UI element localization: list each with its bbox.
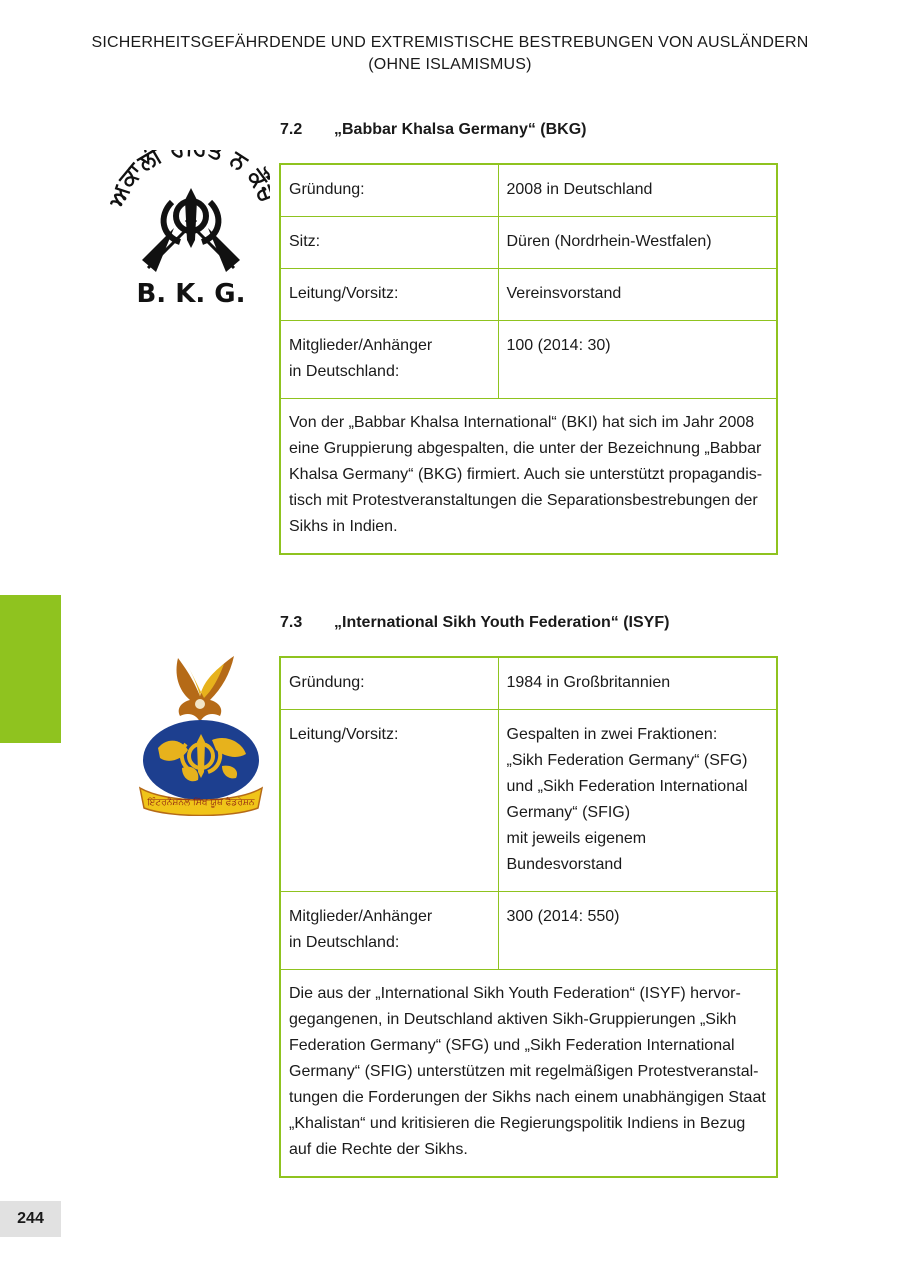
table-label: Gründung: (280, 164, 498, 216)
description-line: „Khalistan“ und kritisieren die Regierungspolitik Indiens in Bezug (289, 1114, 746, 1132)
description-line: tungen die Forderungen der Sikhs nach einem unabhängigen Staat (289, 1088, 766, 1106)
description-line: Von der „Babbar Khalsa International“ (BKI) hat sich im Jahr 2008 (289, 413, 755, 431)
table-value (498, 709, 777, 891)
table-value: 2008 in Deutschland (498, 164, 777, 216)
table-value-line: und „Sikh Federation International (506, 777, 748, 795)
running-header (0, 32, 900, 76)
table-value: 1984 in Großbritannien (498, 657, 777, 709)
description-line: eine Gruppierung abgespalten, die unter der Bezeichnung „Babbar (289, 439, 762, 457)
table-value: 300 (2014: 550) (498, 891, 777, 969)
section-heading-7-2 (280, 121, 587, 139)
table-label-line: Mitglieder/Anhänger (289, 336, 433, 354)
table-row (280, 268, 777, 320)
table-description (280, 398, 777, 554)
info-table-isyf (279, 656, 778, 1178)
description-line: auf die Rechte der Sikhs. (289, 1140, 468, 1158)
description-line: Federation Germany“ (SFG) und „Sikh Federation International (289, 1036, 735, 1054)
section-number: 7.2 (280, 121, 303, 138)
table-label: Leitung/Vorsitz: (280, 268, 498, 320)
table-label-line: in Deutschland: (289, 362, 400, 380)
isyf-logo-banner-text: ਇੰਟਰਨੈਸ਼ਨਲ ਸਿੱਖ ਯੂਥ ਫੈਡਰੇਸ਼ਨ (147, 798, 255, 808)
bkg-logo-script: ਕਾਲੀ ਤ ਨ ਕੌਂ (114, 150, 270, 193)
chapter-tab-marker (0, 595, 61, 743)
description-line: Khalsa Germany“ (BKG) firmiert. Auch sie unterstützt propagandis- (289, 465, 763, 483)
section-title: „Babbar Khalsa Germany“ (BKG) (334, 121, 587, 138)
table-label: Leitung/Vorsitz: (280, 709, 498, 891)
table-row (280, 164, 777, 216)
table-row (280, 320, 777, 398)
description-line: Die aus der „International Sikh Youth Federation“ (ISYF) hervor- (289, 984, 741, 1002)
description-line: Germany“ (SFIG) unterstützen mit regelmäßigen Protestveranstal- (289, 1062, 759, 1080)
table-label (280, 320, 498, 398)
table-value-line: „Sikh Federation Germany“ (SFG) (506, 751, 748, 769)
table-row (280, 216, 777, 268)
table-label-line: Mitglieder/Anhänger (289, 907, 433, 925)
section-heading-7-3 (280, 614, 669, 632)
table-row (280, 398, 777, 554)
section-number: 7.3 (280, 614, 303, 631)
table-value: 100 (2014: 30) (498, 320, 777, 398)
table-label-line: in Deutschland: (289, 933, 400, 951)
bkg-logo-caption: B. K. G. (136, 279, 246, 309)
table-value: Düren (Nordrhein-Westfalen) (498, 216, 777, 268)
table-label: Sitz: (280, 216, 498, 268)
table-description (280, 969, 777, 1177)
description-line: Sikhs in Indien. (289, 517, 398, 535)
page-number: 244 (0, 1201, 61, 1237)
table-label (280, 891, 498, 969)
table-value: Vereinsvorstand (498, 268, 777, 320)
isyf-eagle-globe-logo-icon (138, 652, 264, 816)
table-value-line: Bundesvorstand (506, 855, 623, 873)
running-header-line-2: (OHNE ISLAMISMUS) (368, 56, 532, 73)
description-line: tisch mit Protestveranstaltungen die Separationsbestrebungen der (289, 491, 758, 509)
table-label: Gründung: (280, 657, 498, 709)
table-row (280, 657, 777, 709)
table-row (280, 709, 777, 891)
table-row (280, 891, 777, 969)
bkg-khanda-logo-icon (110, 150, 270, 310)
table-value-line: mit jeweils eigenem (506, 829, 647, 847)
info-table-bkg (279, 163, 778, 555)
table-value-line: Germany“ (SFIG) (506, 803, 631, 821)
section-title: „International Sikh Youth Federation“ (ISYF) (334, 614, 670, 631)
description-line: gegangenen, in Deutschland aktiven Sikh-Gruppierungen „Sikh (289, 1010, 737, 1028)
table-value-line: Gespalten in zwei Fraktionen: (506, 725, 718, 743)
running-header-line-1: SICHERHEITSGEFÄHRDENDE UND EXTREMISTISCHE BESTREBUNGEN VON AUSLÄNDERN (91, 34, 809, 51)
table-row (280, 969, 777, 1177)
